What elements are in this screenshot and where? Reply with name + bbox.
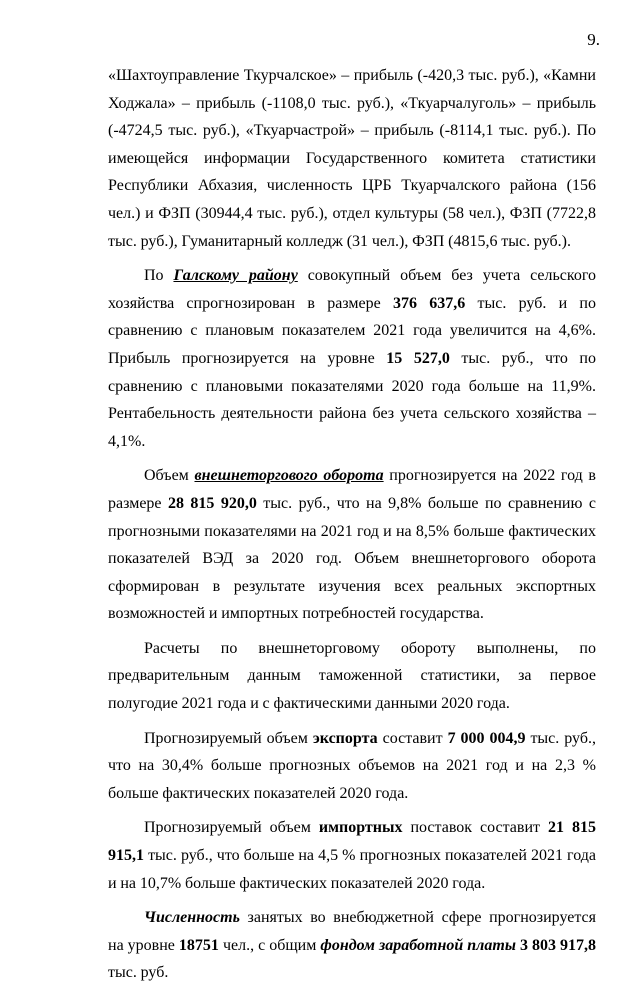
- employment-term: Численность: [144, 909, 240, 927]
- paragraph-tkuarchal-enterprises: «Шахтоуправление Ткурчалское» – прибыль (-420,3 тыс. руб.), «Камни Ходжала» – прибыль (-1108,0 тыс. руб.), «Ткуарчалуголь» – прибыль (-4724,5 тыс. руб.), «Ткуарчастрой» – прибыль (-8114,1 тыс. руб.). По имеющейся информации Государственного комитета статистики Республики Абхазия, численность ЦРБ Ткуарчалского района (156 чел.) и ФЗП (30944,4 тыс. руб.), отдел культуры (58 чел.), ФЗП (7722,8 тыс. руб.), Гуманитарный колледж (31 чел.), ФЗП (4815,6 тыс. руб.).: [108, 67, 596, 250]
- gal-district-term: Галскому району: [173, 267, 298, 285]
- export-value: 7 000 004,9: [447, 729, 526, 747]
- import-value: 21 815 915,1: [108, 819, 596, 865]
- paragraph-calculations: Расчеты по внешнеторговому обороту выполнены, по предварительным данным таможенной статистики, за первое полугодие 2021 года и с фактическими данными 2020 года.: [108, 639, 596, 713]
- document-body: [108, 62, 596, 987]
- paragraph-foreign-trade: Объем внешнеторгового оборота прогнозируется на 2022 год в размере 28 815 920,0 тыс. руб., что на 9,8% больше по сравнению с прогнозными показателями на 2021 год и на 8,5% больше фактических показателей ВЭД за 2020 год. Объем внешнеторгового оборота сформирован в результате изучения всех реальных экспортных возможностей и импортных потребностей государства.: [108, 467, 596, 623]
- export-term: экспорта: [312, 729, 378, 747]
- page-number: 9.: [587, 30, 600, 49]
- paragraph-export: Прогнозируемый объем экспорта составит 7 000 004,9 тыс. руб., что на 30,4% больше прогнозных объемов на 2021 год и на 2,3 % больше фактических показателей 2020 года.: [108, 729, 596, 802]
- foreign-trade-value: 28 815 920,0: [167, 494, 257, 512]
- payroll-fund-term: фондом заработной платы: [320, 936, 516, 954]
- paragraph-import: Прогнозируемый объем импортных поставок составит 21 815 915,1 тыс. руб., что больше на 4,5 % прогнозных показателей 2021 года и на 10,7% больше фактических показателей 2020 года.: [108, 819, 596, 892]
- payroll-fund-value: 3 803 917,8: [519, 936, 597, 954]
- import-term: импортных: [318, 819, 403, 837]
- gal-profit-value: 15 527,0: [386, 349, 450, 367]
- foreign-trade-term: внешнеторгового оборота: [194, 467, 384, 485]
- paragraph-employment: Численность занятых во внебюджетной сфере прогнозируется на уровне 18751 чел., с общим фондом заработной платы 3 803 917,8 тыс. руб.: [108, 909, 597, 982]
- paragraph-gal-district: По Галскому району совокупный объем без учета сельского хозяйства спрогнозирован в размере 376 637,6 тыс. руб. и по сравнению с плановым показателем 2021 года увеличится на 4,6%. Прибыль прогнозируется на уровне 15 527,0 тыс. руб., что по сравнению с плановыми показателями 2020 года больше на 11,9%. Рентабельность деятельности района без учета сельского хозяйства – 4,1%.: [108, 267, 596, 450]
- gal-total-volume-value: 376 637,6: [392, 294, 466, 312]
- employment-value: 18751: [178, 936, 219, 954]
